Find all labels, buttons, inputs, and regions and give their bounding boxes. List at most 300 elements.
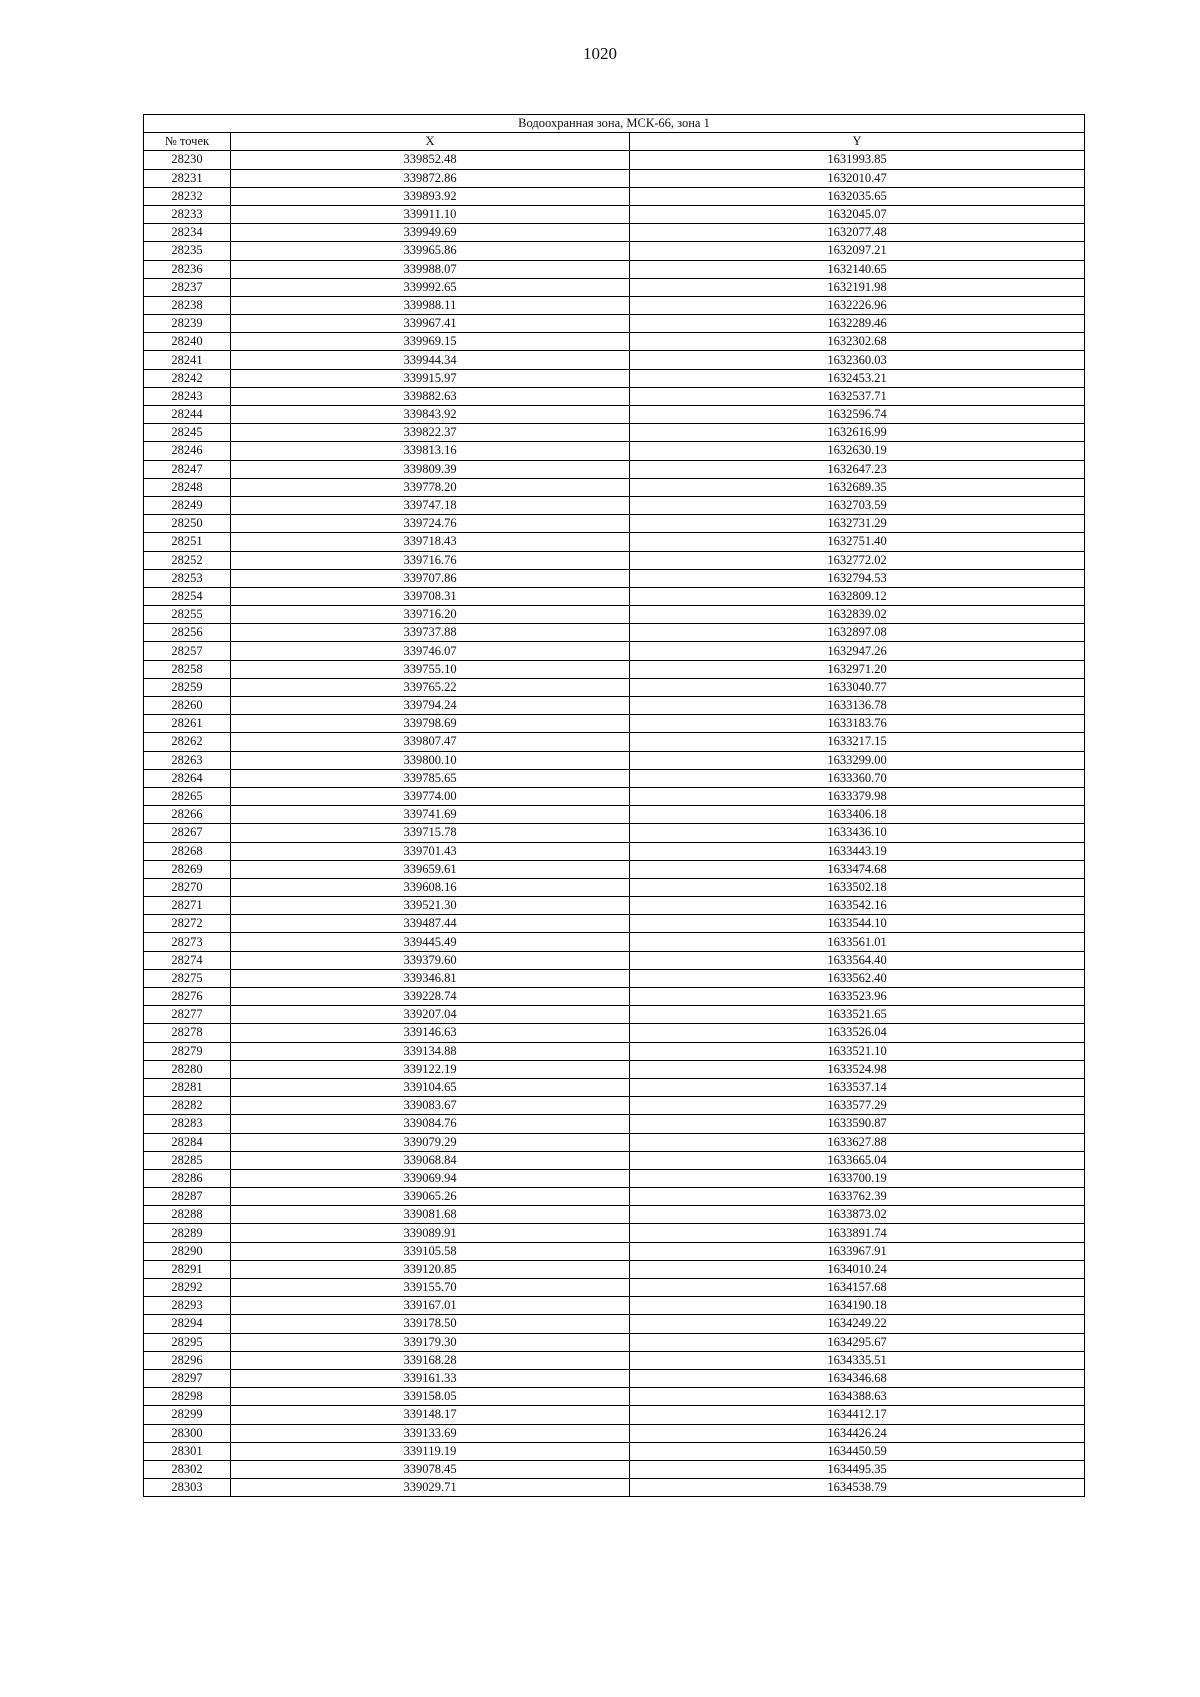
y-coordinate-cell: 1633523.96 xyxy=(630,988,1085,1006)
point-number-cell: 28266 xyxy=(144,806,231,824)
point-number-cell: 28300 xyxy=(144,1424,231,1442)
y-coordinate-cell: 1632035.65 xyxy=(630,187,1085,205)
point-number-cell: 28262 xyxy=(144,733,231,751)
y-coordinate-cell: 1634495.35 xyxy=(630,1460,1085,1478)
point-number-cell: 28247 xyxy=(144,460,231,478)
y-coordinate-cell: 1632630.19 xyxy=(630,442,1085,460)
table-row xyxy=(144,1060,1085,1078)
y-coordinate-cell: 1634010.24 xyxy=(630,1260,1085,1278)
x-coordinate-cell: 339487.44 xyxy=(231,915,630,933)
point-number-cell: 28261 xyxy=(144,715,231,733)
point-number-cell: 28273 xyxy=(144,933,231,951)
y-coordinate-cell: 1633873.02 xyxy=(630,1206,1085,1224)
table-row xyxy=(144,660,1085,678)
point-number-cell: 28263 xyxy=(144,751,231,769)
x-coordinate-cell: 339809.39 xyxy=(231,460,630,478)
y-coordinate-cell: 1633627.88 xyxy=(630,1133,1085,1151)
table-row xyxy=(144,1351,1085,1369)
y-coordinate-cell: 1632302.68 xyxy=(630,333,1085,351)
x-coordinate-cell: 339747.18 xyxy=(231,496,630,514)
point-number-cell: 28288 xyxy=(144,1206,231,1224)
x-coordinate-cell: 339167.01 xyxy=(231,1297,630,1315)
page-number: 1020 xyxy=(583,44,617,63)
x-coordinate-cell: 339659.61 xyxy=(231,860,630,878)
point-number-cell: 28252 xyxy=(144,551,231,569)
point-number-cell: 28249 xyxy=(144,496,231,514)
table-row xyxy=(144,1369,1085,1387)
point-number-cell: 28276 xyxy=(144,988,231,1006)
y-coordinate-cell: 1633443.19 xyxy=(630,842,1085,860)
point-number-cell: 28270 xyxy=(144,878,231,896)
y-coordinate-cell: 1632537.71 xyxy=(630,387,1085,405)
point-number-cell: 28232 xyxy=(144,187,231,205)
point-number-cell: 28291 xyxy=(144,1260,231,1278)
point-number-cell: 28286 xyxy=(144,1169,231,1187)
y-coordinate-cell: 1633217.15 xyxy=(630,733,1085,751)
table-row xyxy=(144,1297,1085,1315)
x-coordinate-cell: 339078.45 xyxy=(231,1460,630,1478)
point-number-cell: 28234 xyxy=(144,224,231,242)
y-coordinate-cell: 1633526.04 xyxy=(630,1024,1085,1042)
point-number-cell: 28292 xyxy=(144,1279,231,1297)
point-number-cell: 28244 xyxy=(144,406,231,424)
point-number-cell: 28239 xyxy=(144,315,231,333)
y-coordinate-cell: 1634335.51 xyxy=(630,1351,1085,1369)
x-coordinate-cell: 339715.78 xyxy=(231,824,630,842)
table-row xyxy=(144,242,1085,260)
point-number-cell: 28242 xyxy=(144,369,231,387)
y-coordinate-cell: 1633537.14 xyxy=(630,1078,1085,1096)
y-coordinate-cell: 1632703.59 xyxy=(630,496,1085,514)
table-row xyxy=(144,587,1085,605)
point-number-cell: 28274 xyxy=(144,951,231,969)
x-coordinate-cell: 339119.19 xyxy=(231,1442,630,1460)
x-coordinate-cell: 339718.43 xyxy=(231,533,630,551)
y-coordinate-cell: 1634388.63 xyxy=(630,1388,1085,1406)
point-number-cell: 28269 xyxy=(144,860,231,878)
x-coordinate-cell: 339079.29 xyxy=(231,1133,630,1151)
x-coordinate-cell: 339778.20 xyxy=(231,478,630,496)
y-coordinate-cell: 1633561.01 xyxy=(630,933,1085,951)
y-coordinate-cell: 1633577.29 xyxy=(630,1097,1085,1115)
y-coordinate-cell: 1632689.35 xyxy=(630,478,1085,496)
x-coordinate-cell: 339800.10 xyxy=(231,751,630,769)
y-coordinate-cell: 1632045.07 xyxy=(630,205,1085,223)
table-row xyxy=(144,988,1085,1006)
point-number-cell: 28265 xyxy=(144,787,231,805)
point-number-cell: 28298 xyxy=(144,1388,231,1406)
y-coordinate-cell: 1632453.21 xyxy=(630,369,1085,387)
x-coordinate-cell: 339765.22 xyxy=(231,678,630,696)
table-row xyxy=(144,387,1085,405)
y-coordinate-cell: 1633299.00 xyxy=(630,751,1085,769)
point-number-cell: 28267 xyxy=(144,824,231,842)
y-coordinate-cell: 1633665.04 xyxy=(630,1151,1085,1169)
x-coordinate-cell: 339084.76 xyxy=(231,1115,630,1133)
table-row xyxy=(144,787,1085,805)
table-row xyxy=(144,1169,1085,1187)
table-row xyxy=(144,842,1085,860)
point-number-cell: 28264 xyxy=(144,769,231,787)
table-row xyxy=(144,224,1085,242)
x-coordinate-cell: 339133.69 xyxy=(231,1424,630,1442)
table-row xyxy=(144,442,1085,460)
table-row xyxy=(144,678,1085,696)
x-coordinate-cell: 339988.07 xyxy=(231,260,630,278)
point-number-cell: 28241 xyxy=(144,351,231,369)
y-coordinate-cell: 1633521.10 xyxy=(630,1042,1085,1060)
table-row xyxy=(144,1406,1085,1424)
x-coordinate-cell: 339872.86 xyxy=(231,169,630,187)
x-coordinate-cell: 339785.65 xyxy=(231,769,630,787)
y-coordinate-cell: 1634295.67 xyxy=(630,1333,1085,1351)
point-number-cell: 28260 xyxy=(144,697,231,715)
point-number-cell: 28295 xyxy=(144,1333,231,1351)
table-row xyxy=(144,1242,1085,1260)
x-coordinate-cell: 339148.17 xyxy=(231,1406,630,1424)
table-row xyxy=(144,1279,1085,1297)
x-coordinate-cell: 339843.92 xyxy=(231,406,630,424)
x-coordinate-cell: 339083.67 xyxy=(231,1097,630,1115)
point-number-cell: 28296 xyxy=(144,1351,231,1369)
y-coordinate-cell: 1634538.79 xyxy=(630,1479,1085,1497)
y-coordinate-cell: 1633474.68 xyxy=(630,860,1085,878)
y-coordinate-cell: 1632289.46 xyxy=(630,315,1085,333)
x-coordinate-cell: 339178.50 xyxy=(231,1315,630,1333)
table-row xyxy=(144,315,1085,333)
x-coordinate-cell: 339969.15 xyxy=(231,333,630,351)
y-coordinate-cell: 1634412.17 xyxy=(630,1406,1085,1424)
table-row xyxy=(144,296,1085,314)
point-number-cell: 28289 xyxy=(144,1224,231,1242)
y-coordinate-cell: 1634157.68 xyxy=(630,1279,1085,1297)
y-coordinate-cell: 1633436.10 xyxy=(630,824,1085,842)
y-coordinate-cell: 1634190.18 xyxy=(630,1297,1085,1315)
x-coordinate-cell: 339949.69 xyxy=(231,224,630,242)
x-coordinate-cell: 339379.60 xyxy=(231,951,630,969)
x-coordinate-cell: 339228.74 xyxy=(231,988,630,1006)
y-coordinate-cell: 1633564.40 xyxy=(630,951,1085,969)
y-coordinate-cell: 1633891.74 xyxy=(630,1224,1085,1242)
point-number-cell: 28290 xyxy=(144,1242,231,1260)
y-coordinate-cell: 1632809.12 xyxy=(630,587,1085,605)
table-row xyxy=(144,551,1085,569)
table-row xyxy=(144,642,1085,660)
table-row xyxy=(144,1424,1085,1442)
x-coordinate-cell: 339741.69 xyxy=(231,806,630,824)
x-coordinate-cell: 339445.49 xyxy=(231,933,630,951)
table-row xyxy=(144,1224,1085,1242)
y-coordinate-cell: 1633700.19 xyxy=(630,1169,1085,1187)
y-coordinate-cell: 1633502.18 xyxy=(630,878,1085,896)
table-row xyxy=(144,187,1085,205)
table-body xyxy=(144,151,1085,1497)
x-coordinate-cell: 339104.65 xyxy=(231,1078,630,1096)
x-coordinate-cell: 339822.37 xyxy=(231,424,630,442)
point-number-cell: 28287 xyxy=(144,1188,231,1206)
point-number-cell: 28297 xyxy=(144,1369,231,1387)
table-row xyxy=(144,369,1085,387)
column-header-y: Y xyxy=(630,133,1085,151)
y-coordinate-cell: 1632616.99 xyxy=(630,424,1085,442)
point-number-cell: 28284 xyxy=(144,1133,231,1151)
point-number-cell: 28238 xyxy=(144,296,231,314)
y-coordinate-cell: 1633183.76 xyxy=(630,715,1085,733)
x-coordinate-cell: 339168.28 xyxy=(231,1351,630,1369)
x-coordinate-cell: 339716.20 xyxy=(231,606,630,624)
y-coordinate-cell: 1632731.29 xyxy=(630,515,1085,533)
y-coordinate-cell: 1631993.85 xyxy=(630,151,1085,169)
point-number-cell: 28302 xyxy=(144,1460,231,1478)
y-coordinate-cell: 1632839.02 xyxy=(630,606,1085,624)
point-number-cell: 28233 xyxy=(144,205,231,223)
table-row xyxy=(144,460,1085,478)
x-coordinate-cell: 339813.16 xyxy=(231,442,630,460)
point-number-cell: 28272 xyxy=(144,915,231,933)
x-coordinate-cell: 339798.69 xyxy=(231,715,630,733)
table-row xyxy=(144,915,1085,933)
table-row xyxy=(144,1115,1085,1133)
table-row xyxy=(144,897,1085,915)
table-row xyxy=(144,1188,1085,1206)
y-coordinate-cell: 1632647.23 xyxy=(630,460,1085,478)
y-coordinate-cell: 1632794.53 xyxy=(630,569,1085,587)
y-coordinate-cell: 1633040.77 xyxy=(630,678,1085,696)
x-coordinate-cell: 339716.76 xyxy=(231,551,630,569)
y-coordinate-cell: 1632010.47 xyxy=(630,169,1085,187)
table-row xyxy=(144,1442,1085,1460)
point-number-cell: 28285 xyxy=(144,1151,231,1169)
y-coordinate-cell: 1632077.48 xyxy=(630,224,1085,242)
x-coordinate-cell: 339346.81 xyxy=(231,969,630,987)
point-number-cell: 28250 xyxy=(144,515,231,533)
x-coordinate-cell: 339029.71 xyxy=(231,1479,630,1497)
point-number-cell: 28301 xyxy=(144,1442,231,1460)
table-row xyxy=(144,569,1085,587)
table-row xyxy=(144,333,1085,351)
x-coordinate-cell: 339893.92 xyxy=(231,187,630,205)
point-number-cell: 28237 xyxy=(144,278,231,296)
point-number-cell: 28243 xyxy=(144,387,231,405)
table-row xyxy=(144,169,1085,187)
point-number-cell: 28303 xyxy=(144,1479,231,1497)
table-row xyxy=(144,860,1085,878)
y-coordinate-cell: 1633379.98 xyxy=(630,787,1085,805)
table-row xyxy=(144,933,1085,951)
x-coordinate-cell: 339794.24 xyxy=(231,697,630,715)
table-row xyxy=(144,969,1085,987)
point-number-cell: 28248 xyxy=(144,478,231,496)
point-number-cell: 28251 xyxy=(144,533,231,551)
x-coordinate-cell: 339774.00 xyxy=(231,787,630,805)
y-coordinate-cell: 1632140.65 xyxy=(630,260,1085,278)
y-coordinate-cell: 1633967.91 xyxy=(630,1242,1085,1260)
table-row xyxy=(144,1460,1085,1478)
x-coordinate-cell: 339915.97 xyxy=(231,369,630,387)
table-row xyxy=(144,1097,1085,1115)
point-number-cell: 28277 xyxy=(144,1006,231,1024)
x-coordinate-cell: 339724.76 xyxy=(231,515,630,533)
table-row xyxy=(144,715,1085,733)
table-row xyxy=(144,1024,1085,1042)
x-coordinate-cell: 339521.30 xyxy=(231,897,630,915)
table-row xyxy=(144,515,1085,533)
x-coordinate-cell: 339992.65 xyxy=(231,278,630,296)
point-number-cell: 28258 xyxy=(144,660,231,678)
y-coordinate-cell: 1634450.59 xyxy=(630,1442,1085,1460)
table-row xyxy=(144,424,1085,442)
point-number-cell: 28279 xyxy=(144,1042,231,1060)
table-row xyxy=(144,1042,1085,1060)
table-row xyxy=(144,769,1085,787)
table-row xyxy=(144,351,1085,369)
table-row xyxy=(144,806,1085,824)
point-number-cell: 28299 xyxy=(144,1406,231,1424)
table-row xyxy=(144,278,1085,296)
x-coordinate-cell: 339882.63 xyxy=(231,387,630,405)
x-coordinate-cell: 339179.30 xyxy=(231,1333,630,1351)
x-coordinate-cell: 339065.26 xyxy=(231,1188,630,1206)
x-coordinate-cell: 339161.33 xyxy=(231,1369,630,1387)
table-row xyxy=(144,260,1085,278)
y-coordinate-cell: 1633590.87 xyxy=(630,1115,1085,1133)
table-row xyxy=(144,406,1085,424)
table-row xyxy=(144,1133,1085,1151)
y-coordinate-cell: 1633360.70 xyxy=(630,769,1085,787)
x-coordinate-cell: 339105.58 xyxy=(231,1242,630,1260)
y-coordinate-cell: 1634249.22 xyxy=(630,1315,1085,1333)
table-row xyxy=(144,624,1085,642)
table-row xyxy=(144,824,1085,842)
table-row xyxy=(144,1333,1085,1351)
y-coordinate-cell: 1632751.40 xyxy=(630,533,1085,551)
y-coordinate-cell: 1633544.10 xyxy=(630,915,1085,933)
column-header-point-number: № точек xyxy=(144,133,231,151)
y-coordinate-cell: 1633762.39 xyxy=(630,1188,1085,1206)
y-coordinate-cell: 1632226.96 xyxy=(630,296,1085,314)
table-row xyxy=(144,1006,1085,1024)
y-coordinate-cell: 1632971.20 xyxy=(630,660,1085,678)
x-coordinate-cell: 339146.63 xyxy=(231,1024,630,1042)
table-row xyxy=(144,1151,1085,1169)
x-coordinate-cell: 339707.86 xyxy=(231,569,630,587)
table-row xyxy=(144,1078,1085,1096)
point-number-cell: 28294 xyxy=(144,1315,231,1333)
x-coordinate-cell: 339608.16 xyxy=(231,878,630,896)
table-row xyxy=(144,1260,1085,1278)
table-row xyxy=(144,478,1085,496)
point-number-cell: 28231 xyxy=(144,169,231,187)
point-number-cell: 28245 xyxy=(144,424,231,442)
point-number-cell: 28255 xyxy=(144,606,231,624)
x-coordinate-cell: 339701.43 xyxy=(231,842,630,860)
point-number-cell: 28246 xyxy=(144,442,231,460)
point-number-cell: 28235 xyxy=(144,242,231,260)
x-coordinate-cell: 339081.68 xyxy=(231,1206,630,1224)
y-coordinate-cell: 1633542.16 xyxy=(630,897,1085,915)
y-coordinate-cell: 1632596.74 xyxy=(630,406,1085,424)
point-number-cell: 28275 xyxy=(144,969,231,987)
column-header-x: X xyxy=(231,133,630,151)
x-coordinate-cell: 339158.05 xyxy=(231,1388,630,1406)
y-coordinate-cell: 1633562.40 xyxy=(630,969,1085,987)
table-row xyxy=(144,733,1085,751)
x-coordinate-cell: 339944.34 xyxy=(231,351,630,369)
point-number-cell: 28283 xyxy=(144,1115,231,1133)
x-coordinate-cell: 339134.88 xyxy=(231,1042,630,1060)
y-coordinate-cell: 1633136.78 xyxy=(630,697,1085,715)
table-title: Водоохранная зона, МСК-66, зона 1 xyxy=(144,115,1085,133)
point-number-cell: 28280 xyxy=(144,1060,231,1078)
y-coordinate-cell: 1632097.21 xyxy=(630,242,1085,260)
y-coordinate-cell: 1633524.98 xyxy=(630,1060,1085,1078)
y-coordinate-cell: 1634346.68 xyxy=(630,1369,1085,1387)
x-coordinate-cell: 339911.10 xyxy=(231,205,630,223)
y-coordinate-cell: 1632947.26 xyxy=(630,642,1085,660)
x-coordinate-cell: 339708.31 xyxy=(231,587,630,605)
coordinates-table xyxy=(143,114,1085,1497)
point-number-cell: 28240 xyxy=(144,333,231,351)
point-number-cell: 28236 xyxy=(144,260,231,278)
point-number-cell: 28268 xyxy=(144,842,231,860)
x-coordinate-cell: 339069.94 xyxy=(231,1169,630,1187)
x-coordinate-cell: 339965.86 xyxy=(231,242,630,260)
x-coordinate-cell: 339068.84 xyxy=(231,1151,630,1169)
x-coordinate-cell: 339852.48 xyxy=(231,151,630,169)
table-row xyxy=(144,1479,1085,1497)
table-row xyxy=(144,697,1085,715)
point-number-cell: 28282 xyxy=(144,1097,231,1115)
point-number-cell: 28259 xyxy=(144,678,231,696)
x-coordinate-cell: 339122.19 xyxy=(231,1060,630,1078)
table-row xyxy=(144,606,1085,624)
y-coordinate-cell: 1632897.08 xyxy=(630,624,1085,642)
point-number-cell: 28230 xyxy=(144,151,231,169)
table-row xyxy=(144,951,1085,969)
table-row xyxy=(144,151,1085,169)
table-row xyxy=(144,1315,1085,1333)
x-coordinate-cell: 339120.85 xyxy=(231,1260,630,1278)
x-coordinate-cell: 339155.70 xyxy=(231,1279,630,1297)
table-title-row xyxy=(144,115,1085,133)
x-coordinate-cell: 339967.41 xyxy=(231,315,630,333)
table-header-row xyxy=(144,133,1085,151)
point-number-cell: 28271 xyxy=(144,897,231,915)
x-coordinate-cell: 339988.11 xyxy=(231,296,630,314)
y-coordinate-cell: 1633521.65 xyxy=(630,1006,1085,1024)
point-number-cell: 28256 xyxy=(144,624,231,642)
table-row xyxy=(144,1388,1085,1406)
table-row xyxy=(144,533,1085,551)
point-number-cell: 28293 xyxy=(144,1297,231,1315)
x-coordinate-cell: 339807.47 xyxy=(231,733,630,751)
point-number-cell: 28278 xyxy=(144,1024,231,1042)
x-coordinate-cell: 339089.91 xyxy=(231,1224,630,1242)
y-coordinate-cell: 1632772.02 xyxy=(630,551,1085,569)
point-number-cell: 28281 xyxy=(144,1078,231,1096)
x-coordinate-cell: 339755.10 xyxy=(231,660,630,678)
table-row xyxy=(144,878,1085,896)
table-row xyxy=(144,205,1085,223)
x-coordinate-cell: 339207.04 xyxy=(231,1006,630,1024)
point-number-cell: 28257 xyxy=(144,642,231,660)
x-coordinate-cell: 339737.88 xyxy=(231,624,630,642)
y-coordinate-cell: 1634426.24 xyxy=(630,1424,1085,1442)
y-coordinate-cell: 1632360.03 xyxy=(630,351,1085,369)
y-coordinate-cell: 1632191.98 xyxy=(630,278,1085,296)
table-row xyxy=(144,751,1085,769)
y-coordinate-cell: 1633406.18 xyxy=(630,806,1085,824)
